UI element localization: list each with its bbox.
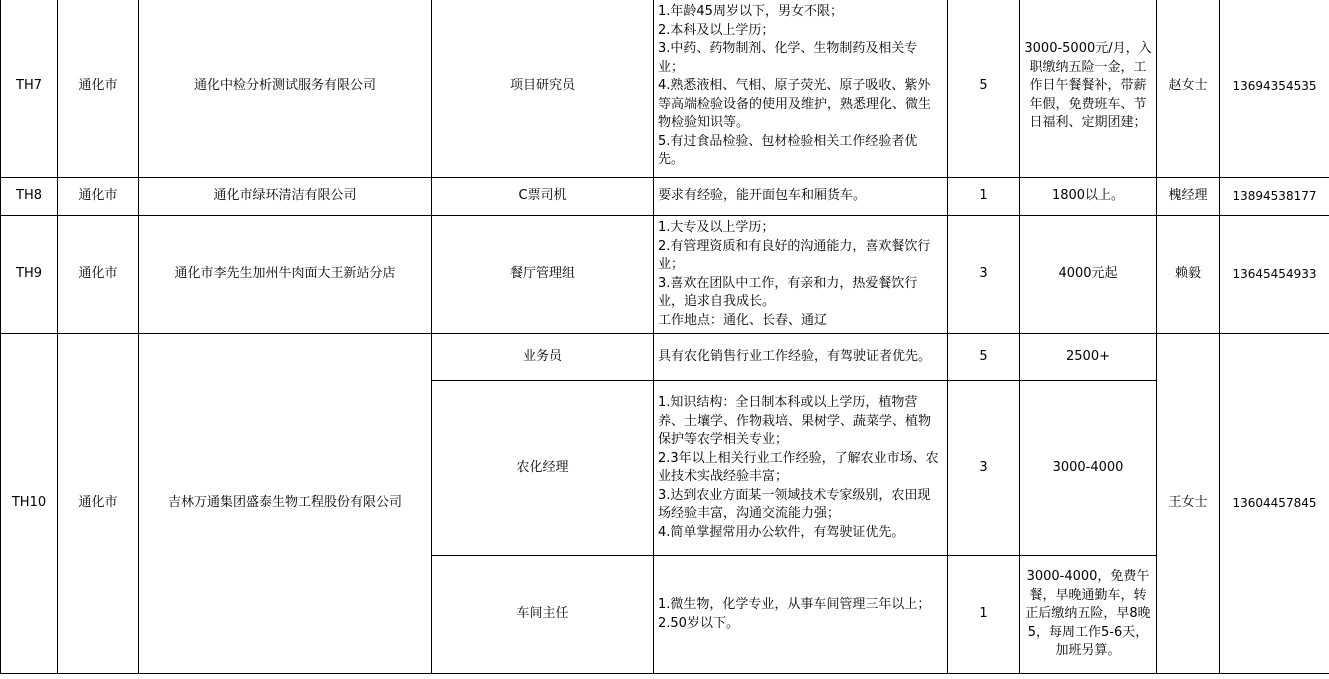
row-requirements: 要求有经验，能开面包车和厢货车。 xyxy=(654,178,948,216)
table-row xyxy=(1,178,1329,216)
row-company: 吉林万通集团盛泰生物工程股份有限公司 xyxy=(139,334,432,674)
row-position: 车间主任 xyxy=(432,556,654,674)
row-count: 3 xyxy=(948,381,1020,556)
row-id: TH7 xyxy=(1,0,58,178)
row-contact: 王女士 xyxy=(1157,334,1220,674)
row-city: 通化市 xyxy=(58,178,139,216)
row-phone: 13604457845 xyxy=(1220,334,1329,674)
row-salary: 4000元起 xyxy=(1020,216,1157,334)
row-position: 业务员 xyxy=(432,334,654,381)
row-position: 项目研究员 xyxy=(432,0,654,178)
row-company: 通化市李先生加州牛肉面大王新站分店 xyxy=(139,216,432,334)
row-salary: 3000-5000元/月，入职缴纳五险一金，工作日午餐餐补，带薪年假，免费班车、节日福利、定期团建； xyxy=(1020,0,1157,178)
row-city: 通化市 xyxy=(58,334,139,674)
row-city: 通化市 xyxy=(58,216,139,334)
row-id: TH9 xyxy=(1,216,58,334)
row-company: 通化中检分析测试服务有限公司 xyxy=(139,0,432,178)
row-requirements: 具有农化销售行业工作经验，有驾驶证者优先。 xyxy=(654,334,948,381)
row-salary: 2500+ xyxy=(1020,334,1157,381)
row-count: 5 xyxy=(948,0,1020,178)
table-row xyxy=(1,334,1329,381)
row-id: TH8 xyxy=(1,178,58,216)
row-company: 通化市绿环清洁有限公司 xyxy=(139,178,432,216)
row-phone: 13694354535 xyxy=(1220,0,1329,178)
row-contact: 槐经理 xyxy=(1157,178,1220,216)
row-salary: 3000-4000 xyxy=(1020,381,1157,556)
row-position: 餐厅管理组 xyxy=(432,216,654,334)
row-count: 3 xyxy=(948,216,1020,334)
row-count: 1 xyxy=(948,556,1020,674)
row-requirements: 1.大专及以上学历； 2.有管理资质和有良好的沟通能力，喜欢餐饮行业； 3.喜欢在团队中工作，有亲和力，热爱餐饮行业，追求自我成长。 工作地点：通化、长春、通辽 xyxy=(654,216,948,334)
row-requirements: 1.微生物，化学专业，从事车间管理三年以上； 2.50岁以下。 xyxy=(654,556,948,674)
row-city: 通化市 xyxy=(58,0,139,178)
row-contact: 赵女士 xyxy=(1157,0,1220,178)
row-requirements: 1.知识结构：全日制本科或以上学历，植物营养、土壤学、作物栽培、果树学、蔬菜学、植物保护等农学相关专业； 2.3年以上相关行业工作经验，了解农业市场、农业技术实战经验丰富； 3.达到农业方面某一领域技术专家级别，农田现场经验丰富，沟通交流能力强； 4.简单掌握常用办公软件，有驾驶证优先。 xyxy=(654,381,948,556)
row-salary: 3000-4000，免费午餐，早晚通勤车，转正后缴纳五险，早8晚5，每周工作5-6天，加班另算。 xyxy=(1020,556,1157,674)
row-phone: 13645454933 xyxy=(1220,216,1329,334)
table-row xyxy=(1,216,1329,334)
row-contact: 赖毅 xyxy=(1157,216,1220,334)
row-count: 5 xyxy=(948,334,1020,381)
row-id: TH10 xyxy=(1,334,58,674)
row-position: 农化经理 xyxy=(432,381,654,556)
row-requirements: 1.年龄45周岁以下，男女不限； 2.本科及以上学历； 3.中药、药物制剂、化学、生物制药及相关专业； 4.熟悉液相、气相、原子荧光、原子吸收、紫外等高端检验设备的使用及维护，熟悉理化、微生物检验知识等。 5.有过食品检验、包材检验相关工作经验者优先。 xyxy=(654,0,948,178)
table-row xyxy=(1,0,1329,178)
row-count: 1 xyxy=(948,178,1020,216)
row-position: C票司机 xyxy=(432,178,654,216)
row-salary: 1800以上。 xyxy=(1020,178,1157,216)
row-phone: 13894538177 xyxy=(1220,178,1329,216)
